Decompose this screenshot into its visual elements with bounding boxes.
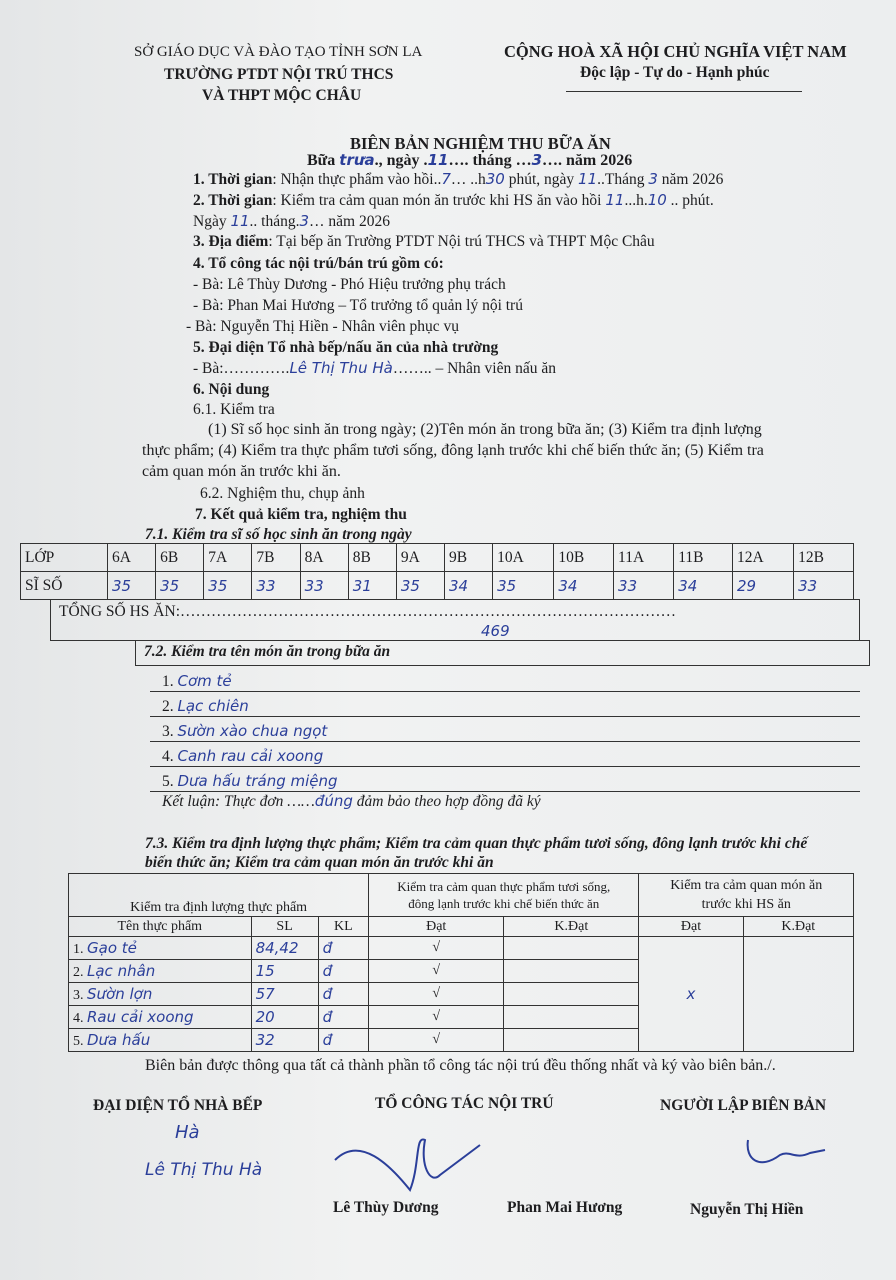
food-number: 3. (73, 987, 84, 1003)
class-cell: 6A (108, 544, 156, 572)
conclusion-value: đúng (314, 792, 353, 810)
food-name-cell (69, 960, 252, 983)
text: .. phút. (666, 192, 714, 209)
count-cell: 33 (794, 572, 854, 600)
day: 11 (578, 170, 598, 188)
kdat-cell (504, 983, 639, 1006)
sl-cell: 32 (251, 1029, 318, 1052)
signature-mark (740, 1135, 830, 1175)
section-3 (193, 233, 655, 251)
text: Kiểm tra cảm quan thực phẩm tươi sống, (397, 879, 611, 894)
month: 3 (299, 212, 310, 230)
dish-item (162, 697, 249, 716)
dish-item (162, 747, 323, 766)
dat-cell: √ (369, 960, 504, 983)
meal-value: trưa (339, 151, 375, 169)
minute: 30 (485, 170, 505, 188)
row-label: SĨ SỐ (21, 572, 108, 600)
class-cell: 6B (156, 544, 204, 572)
text: Kết luận: Thực đơn …… (162, 793, 315, 810)
total-label: TỔNG SỐ HS ĂN:…………………………………………………………………………………… (59, 603, 676, 620)
food-name: Lạc nhân (87, 961, 156, 980)
count-cell: 33 (300, 572, 348, 600)
dish-item (162, 722, 327, 741)
class-cell: 10B (554, 544, 614, 572)
kdat-cell (504, 1006, 639, 1029)
class-cell: 10A (493, 544, 554, 572)
count-cell: 29 (732, 572, 793, 600)
header-school-2: VÀ THPT MỘC CHÂU (202, 87, 362, 104)
food-name: Rau cải xoong (87, 1007, 194, 1026)
header-school: TRƯỜNG PTDT NỘI TRÚ THCS (164, 66, 394, 83)
sl-cell: 20 (251, 1006, 318, 1029)
class-cell: 9B (444, 544, 492, 572)
subheader: K.Đạt (743, 917, 853, 937)
month-value: 3 (531, 151, 542, 169)
para: cảm quan món ăn trước khi ăn. (142, 463, 341, 480)
th (369, 874, 639, 917)
class-cell: 9A (396, 544, 444, 572)
text: đông lạnh trước khi chế biến thức ăn (408, 896, 600, 911)
text: …. tháng … (448, 152, 532, 169)
member: - Bà: Phan Mai Hương – Tổ trưởng tổ quản lý nội trú (193, 297, 523, 314)
th (639, 874, 854, 917)
month: 3 (648, 170, 658, 188)
text: .. tháng. (249, 213, 300, 230)
sub-6-1: 6.1. Kiểm tra (193, 401, 275, 418)
total-box (50, 599, 860, 641)
dish-number: 2. (162, 698, 174, 715)
dish-name: Sườn xào chua ngọt (177, 722, 328, 740)
kl-cell: đ (318, 937, 369, 960)
header-country: CỘNG HOÀ XÃ HỘI CHỦ NGHĨA VIỆT NAM (504, 42, 847, 61)
count-cell: 33 (614, 572, 674, 600)
food-name-cell (69, 937, 252, 960)
dish-name: Dưa hấu tráng miệng (177, 772, 338, 790)
kl-cell: đ (318, 983, 369, 1006)
signature-mark (330, 1125, 490, 1200)
sig-author-title: NGƯỜI LẬP BIÊN BẢN (660, 1097, 827, 1114)
cook-line (193, 359, 556, 378)
text: năm 2026 (657, 171, 724, 188)
dat-cell: √ (369, 1006, 504, 1029)
food-name: Gạo tẻ (87, 938, 137, 957)
count-cell: 34 (554, 572, 614, 600)
dish-number: 4. (162, 748, 174, 765)
sig-name: Phan Mai Hương (507, 1199, 623, 1216)
class-cell: 12B (794, 544, 854, 572)
sl-cell: 57 (251, 983, 318, 1006)
text: ., ngày . (374, 152, 428, 169)
class-cell: 11A (614, 544, 674, 572)
section-4: 4. Tổ công tác nội trú/bán trú gồm có: (193, 255, 444, 272)
text: : Nhận thực phẩm vào hồi.. (272, 171, 442, 188)
text: phút, ngày (504, 171, 579, 188)
cook-name: Lê Thị Thu Hà (289, 359, 393, 377)
text: … ..h (450, 171, 486, 188)
kitchen-signature: Hà (175, 1122, 200, 1143)
class-cell: 8B (348, 544, 396, 572)
kl-cell: đ (318, 960, 369, 983)
dish-line (150, 716, 860, 717)
text: …. năm 2026 (542, 152, 633, 169)
count-cell: 35 (108, 572, 156, 600)
count-cell: 33 (252, 572, 300, 600)
count-cell: 31 (348, 572, 396, 600)
sl-cell: 84,42 (251, 937, 318, 960)
food-name: Dưa hấu (87, 1030, 151, 1049)
member: - Bà: Nguyễn Thị Hiền - Nhân viên phục vụ (186, 318, 460, 335)
class-cell: 11B (674, 544, 733, 572)
dish-item (162, 672, 232, 691)
food-number: 2. (73, 964, 84, 980)
count-cell: 35 (396, 572, 444, 600)
label: 2. Thời gian (193, 192, 273, 209)
section-7: 7. Kết quả kiểm tra, nghiệm thu (195, 506, 407, 523)
text: … năm 2026 (309, 213, 390, 230)
meal-kdat-cell (743, 937, 853, 1052)
dat-cell: √ (369, 937, 504, 960)
subheader: SL (251, 917, 318, 937)
text: ..Tháng (597, 171, 649, 188)
meal-line (307, 151, 632, 170)
dish-name: Lạc chiên (177, 697, 249, 715)
subheader: Đạt (639, 917, 743, 937)
label: 3. Địa điểm (193, 233, 269, 250)
member: - Bà: Lê Thùy Dương - Phó Hiệu trưởng phụ trách (193, 276, 506, 293)
subheader: K.Đạt (504, 917, 639, 937)
text: trước khi HS ăn (701, 897, 791, 912)
food-number: 4. (73, 1010, 84, 1026)
sig-team-title: TỔ CÔNG TÁC NỘI TRÚ (375, 1095, 554, 1112)
dish-number: 5. (162, 773, 174, 790)
section-1 (193, 170, 723, 189)
header-motto: Độc lập - Tự do - Hạnh phúc (580, 64, 770, 81)
sub-6-2: 6.2. Nghiệm thu, chụp ảnh (200, 485, 365, 502)
food-name: Sườn lợn (87, 984, 153, 1003)
section-2-date (193, 212, 390, 231)
food-number: 5. (73, 1033, 84, 1049)
text: đảm bảo theo hợp đồng đã ký (352, 793, 541, 810)
sig-name: Lê Thùy Dương (333, 1199, 439, 1216)
class-cell: 7A (204, 544, 252, 572)
para: (1) Sĩ số học sinh ăn trong ngày; (2)Tên món ăn trong bữa ăn; (3) Kiểm tra định lượng (208, 421, 762, 438)
sig-name: Nguyễn Thị Hiền (690, 1201, 804, 1218)
meal-dat-cell: x (639, 937, 743, 1052)
section-6: 6. Nội dung (193, 381, 270, 398)
dish-name: Cơm tẻ (177, 672, 232, 690)
sub-7-1: 7.1. Kiểm tra sĩ số học sinh ăn trong ngày (145, 526, 412, 543)
subheader: Đạt (369, 917, 504, 937)
dish-number: 1. (162, 673, 174, 690)
count-cell: 35 (204, 572, 252, 600)
dat-cell: √ (369, 1029, 504, 1052)
count-cell: 34 (444, 572, 492, 600)
day: 11 (230, 212, 250, 230)
header-dept: SỞ GIÁO DỤC VÀ ĐÀO TẠO TỈNH SƠN LA (134, 44, 423, 60)
dish-item (162, 772, 338, 791)
hour: 11 (605, 191, 625, 209)
dish-line (150, 741, 860, 742)
sub-7-2: 7.2. Kiểm tra tên món ăn trong bữa ăn (135, 640, 870, 666)
food-row (69, 937, 854, 960)
count-cell: 35 (156, 572, 204, 600)
divider (566, 91, 802, 92)
subheader: KL (318, 917, 369, 937)
section-5: 5. Đại diện Tổ nhà bếp/nấu ăn của nhà trường (193, 339, 499, 356)
dish-number: 3. (162, 723, 174, 740)
label: 1. Thời gian (193, 171, 273, 188)
text: …….. – Nhân viên nấu ăn (392, 360, 556, 377)
para: thực phẩm; (4) Kiểm tra thực phẩm tươi sống, đông lạnh trước khi chế biến thức ăn; (5) Kiểm tra (142, 442, 764, 459)
food-name-cell (69, 983, 252, 1006)
food-number: 1. (73, 941, 84, 957)
page-title: BIÊN BẢN NGHIỆM THU BỮA ĂN (350, 134, 611, 153)
minute: 10 (647, 191, 667, 209)
closing: Biên bản được thông qua tất cả thành phần tổ công tác nội trú đều thống nhất và ký vào biên bản./. (145, 1057, 776, 1074)
dat-cell: √ (369, 983, 504, 1006)
conclusion (162, 792, 541, 811)
kdat-cell (504, 937, 639, 960)
text: Ngày (193, 213, 231, 230)
day-value: 11 (427, 151, 449, 169)
section-2 (193, 191, 714, 210)
kl-cell: đ (318, 1029, 369, 1052)
food-check-table (68, 873, 854, 1052)
count-cell: 34 (674, 572, 733, 600)
text: ...h. (624, 192, 648, 209)
kl-cell: đ (318, 1006, 369, 1029)
class-count-table (20, 543, 854, 600)
sl-cell: 15 (251, 960, 318, 983)
count-cell: 35 (493, 572, 554, 600)
text: : Kiểm tra cảm quan món ăn trước khi HS ăn vào hồi (272, 192, 606, 209)
th: Kiểm tra định lượng thực phẩm (69, 874, 369, 917)
subheader: Tên thực phẩm (69, 917, 252, 937)
kitchen-name-handwritten: Lê Thị Thu Hà (145, 1160, 263, 1180)
text: - Bà:…………. (193, 360, 290, 377)
food-name-cell (69, 1029, 252, 1052)
text: Kiểm tra cảm quan món ăn (670, 878, 823, 893)
kdat-cell (504, 960, 639, 983)
class-cell: 8A (300, 544, 348, 572)
kdat-cell (504, 1029, 639, 1052)
total-value: 469 (481, 622, 510, 640)
row-label: LỚP (21, 544, 108, 572)
sub-7-3: 7.3. Kiểm tra định lượng thực phẩm; Kiểm tra cảm quan thực phẩm tươi sống, đông lạnh trước khi chế (145, 835, 808, 852)
class-cell: 12A (732, 544, 793, 572)
sub-7-3b: biến thức ăn; Kiểm tra cảm quan món ăn trước khi ăn (145, 854, 494, 871)
dish-line (150, 691, 860, 692)
text: Bữa (307, 152, 336, 169)
dish-name: Canh rau cải xoong (177, 747, 324, 765)
food-name-cell (69, 1006, 252, 1029)
class-cell: 7B (252, 544, 300, 572)
text: : Tại bếp ăn Trường PTDT Nội trú THCS và THPT Mộc Châu (268, 233, 655, 250)
sig-kitchen-title: ĐẠI DIỆN TỔ NHÀ BẾP (93, 1097, 263, 1114)
hour: 7 (441, 170, 451, 188)
dish-line (150, 766, 860, 767)
